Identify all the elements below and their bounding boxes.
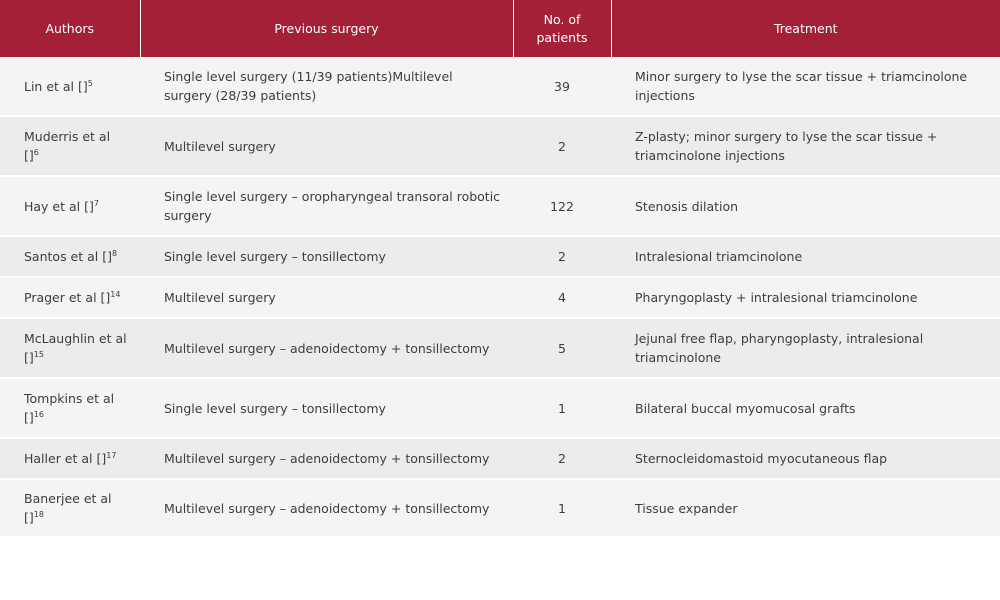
author-name: Lin et al [] — [24, 78, 88, 94]
cell-author — [0, 479, 140, 537]
cell-author — [0, 57, 140, 116]
cell-num-patients: 5 — [513, 318, 611, 378]
table-row — [0, 378, 1000, 438]
header-row — [0, 0, 1000, 57]
cell-author — [0, 236, 140, 277]
cell-num-patients: 1 — [513, 479, 611, 537]
header-authors: Authors — [0, 0, 140, 57]
cell-treatment: Bilateral buccal myomucosal grafts — [611, 378, 1000, 438]
reference-number: 8 — [111, 248, 118, 258]
table-row — [0, 236, 1000, 277]
cell-author — [0, 318, 140, 378]
cell-treatment: Sternocleidomastoid myocutaneous flap — [611, 438, 1000, 479]
header-previous-surgery: Previous surgery — [140, 0, 513, 57]
cell-previous-surgery: Multilevel surgery – adenoidectomy + tonsillectomy — [140, 479, 513, 537]
cell-treatment: Pharyngoplasty + intralesional triamcinolone — [611, 277, 1000, 318]
reference-number: 18 — [33, 509, 44, 519]
cell-previous-surgery: Single level surgery – oropharyngeal transoral robotic surgery — [140, 176, 513, 236]
cell-author — [0, 116, 140, 176]
reference-number: 15 — [33, 349, 44, 359]
cell-previous-surgery: Multilevel surgery — [140, 116, 513, 176]
reference-number: 14 — [110, 289, 121, 299]
cell-author — [0, 176, 140, 236]
table-row — [0, 277, 1000, 318]
reference-number: 5 — [87, 78, 93, 88]
table-row — [0, 479, 1000, 537]
header-treatment: Treatment — [611, 0, 1000, 57]
cell-previous-surgery: Single level surgery – tonsillectomy — [140, 236, 513, 277]
reference-number: 16 — [33, 409, 44, 419]
cell-author — [0, 438, 140, 479]
cell-treatment: Tissue expander — [611, 479, 1000, 537]
table-row — [0, 318, 1000, 378]
author-name: Banerjee et al [] — [24, 491, 112, 525]
cell-num-patients: 2 — [513, 116, 611, 176]
cell-author — [0, 378, 140, 438]
cell-treatment: Stenosis dilation — [611, 176, 1000, 236]
table-row — [0, 116, 1000, 176]
cell-num-patients: 2 — [513, 438, 611, 479]
author-name: Prager et al [] — [24, 290, 111, 305]
author-name: Muderris et al [] — [24, 129, 111, 163]
table-row — [0, 438, 1000, 479]
reference-number: 7 — [93, 198, 99, 208]
cell-previous-surgery: Multilevel surgery — [140, 277, 513, 318]
cell-num-patients: 2 — [513, 236, 611, 277]
reference-number: 17 — [106, 450, 117, 460]
cell-num-patients: 39 — [513, 57, 611, 116]
cell-previous-surgery: Single level surgery (11/39 patients)Multilevel surgery (28/39 patients) — [140, 57, 513, 116]
author-name: Haller et al [] — [24, 451, 107, 466]
table-row — [0, 176, 1000, 236]
cell-treatment: Z-plasty; minor surgery to lyse the scar tissue + triamcinolone injections — [611, 116, 1000, 176]
table-row — [0, 57, 1000, 116]
cell-num-patients: 122 — [513, 176, 611, 236]
header-num-patients: No. of patients — [513, 0, 611, 57]
author-name: Hay et al [] — [24, 198, 94, 214]
cell-treatment: Minor surgery to lyse the scar tissue + triamcinolone injections — [611, 57, 1000, 116]
cell-previous-surgery: Multilevel surgery – adenoidectomy + tonsillectomy — [140, 438, 513, 479]
table-header — [0, 0, 1000, 57]
cell-previous-surgery: Single level surgery – tonsillectomy — [140, 378, 513, 438]
table-body — [0, 57, 1000, 537]
cell-previous-surgery: Multilevel surgery – adenoidectomy + tonsillectomy — [140, 318, 513, 378]
reference-number: 6 — [33, 147, 39, 157]
author-name: McLaughlin et al [] — [24, 331, 127, 365]
cell-author — [0, 277, 140, 318]
cell-num-patients: 1 — [513, 378, 611, 438]
author-name: Tompkins et al [] — [24, 391, 115, 425]
cell-num-patients: 4 — [513, 277, 611, 318]
cell-treatment: Jejunal free flap, pharyngoplasty, intralesional triamcinolone — [611, 318, 1000, 378]
author-name: Santos et al [] — [24, 249, 112, 264]
cell-treatment: Intralesional triamcinolone — [611, 236, 1000, 277]
